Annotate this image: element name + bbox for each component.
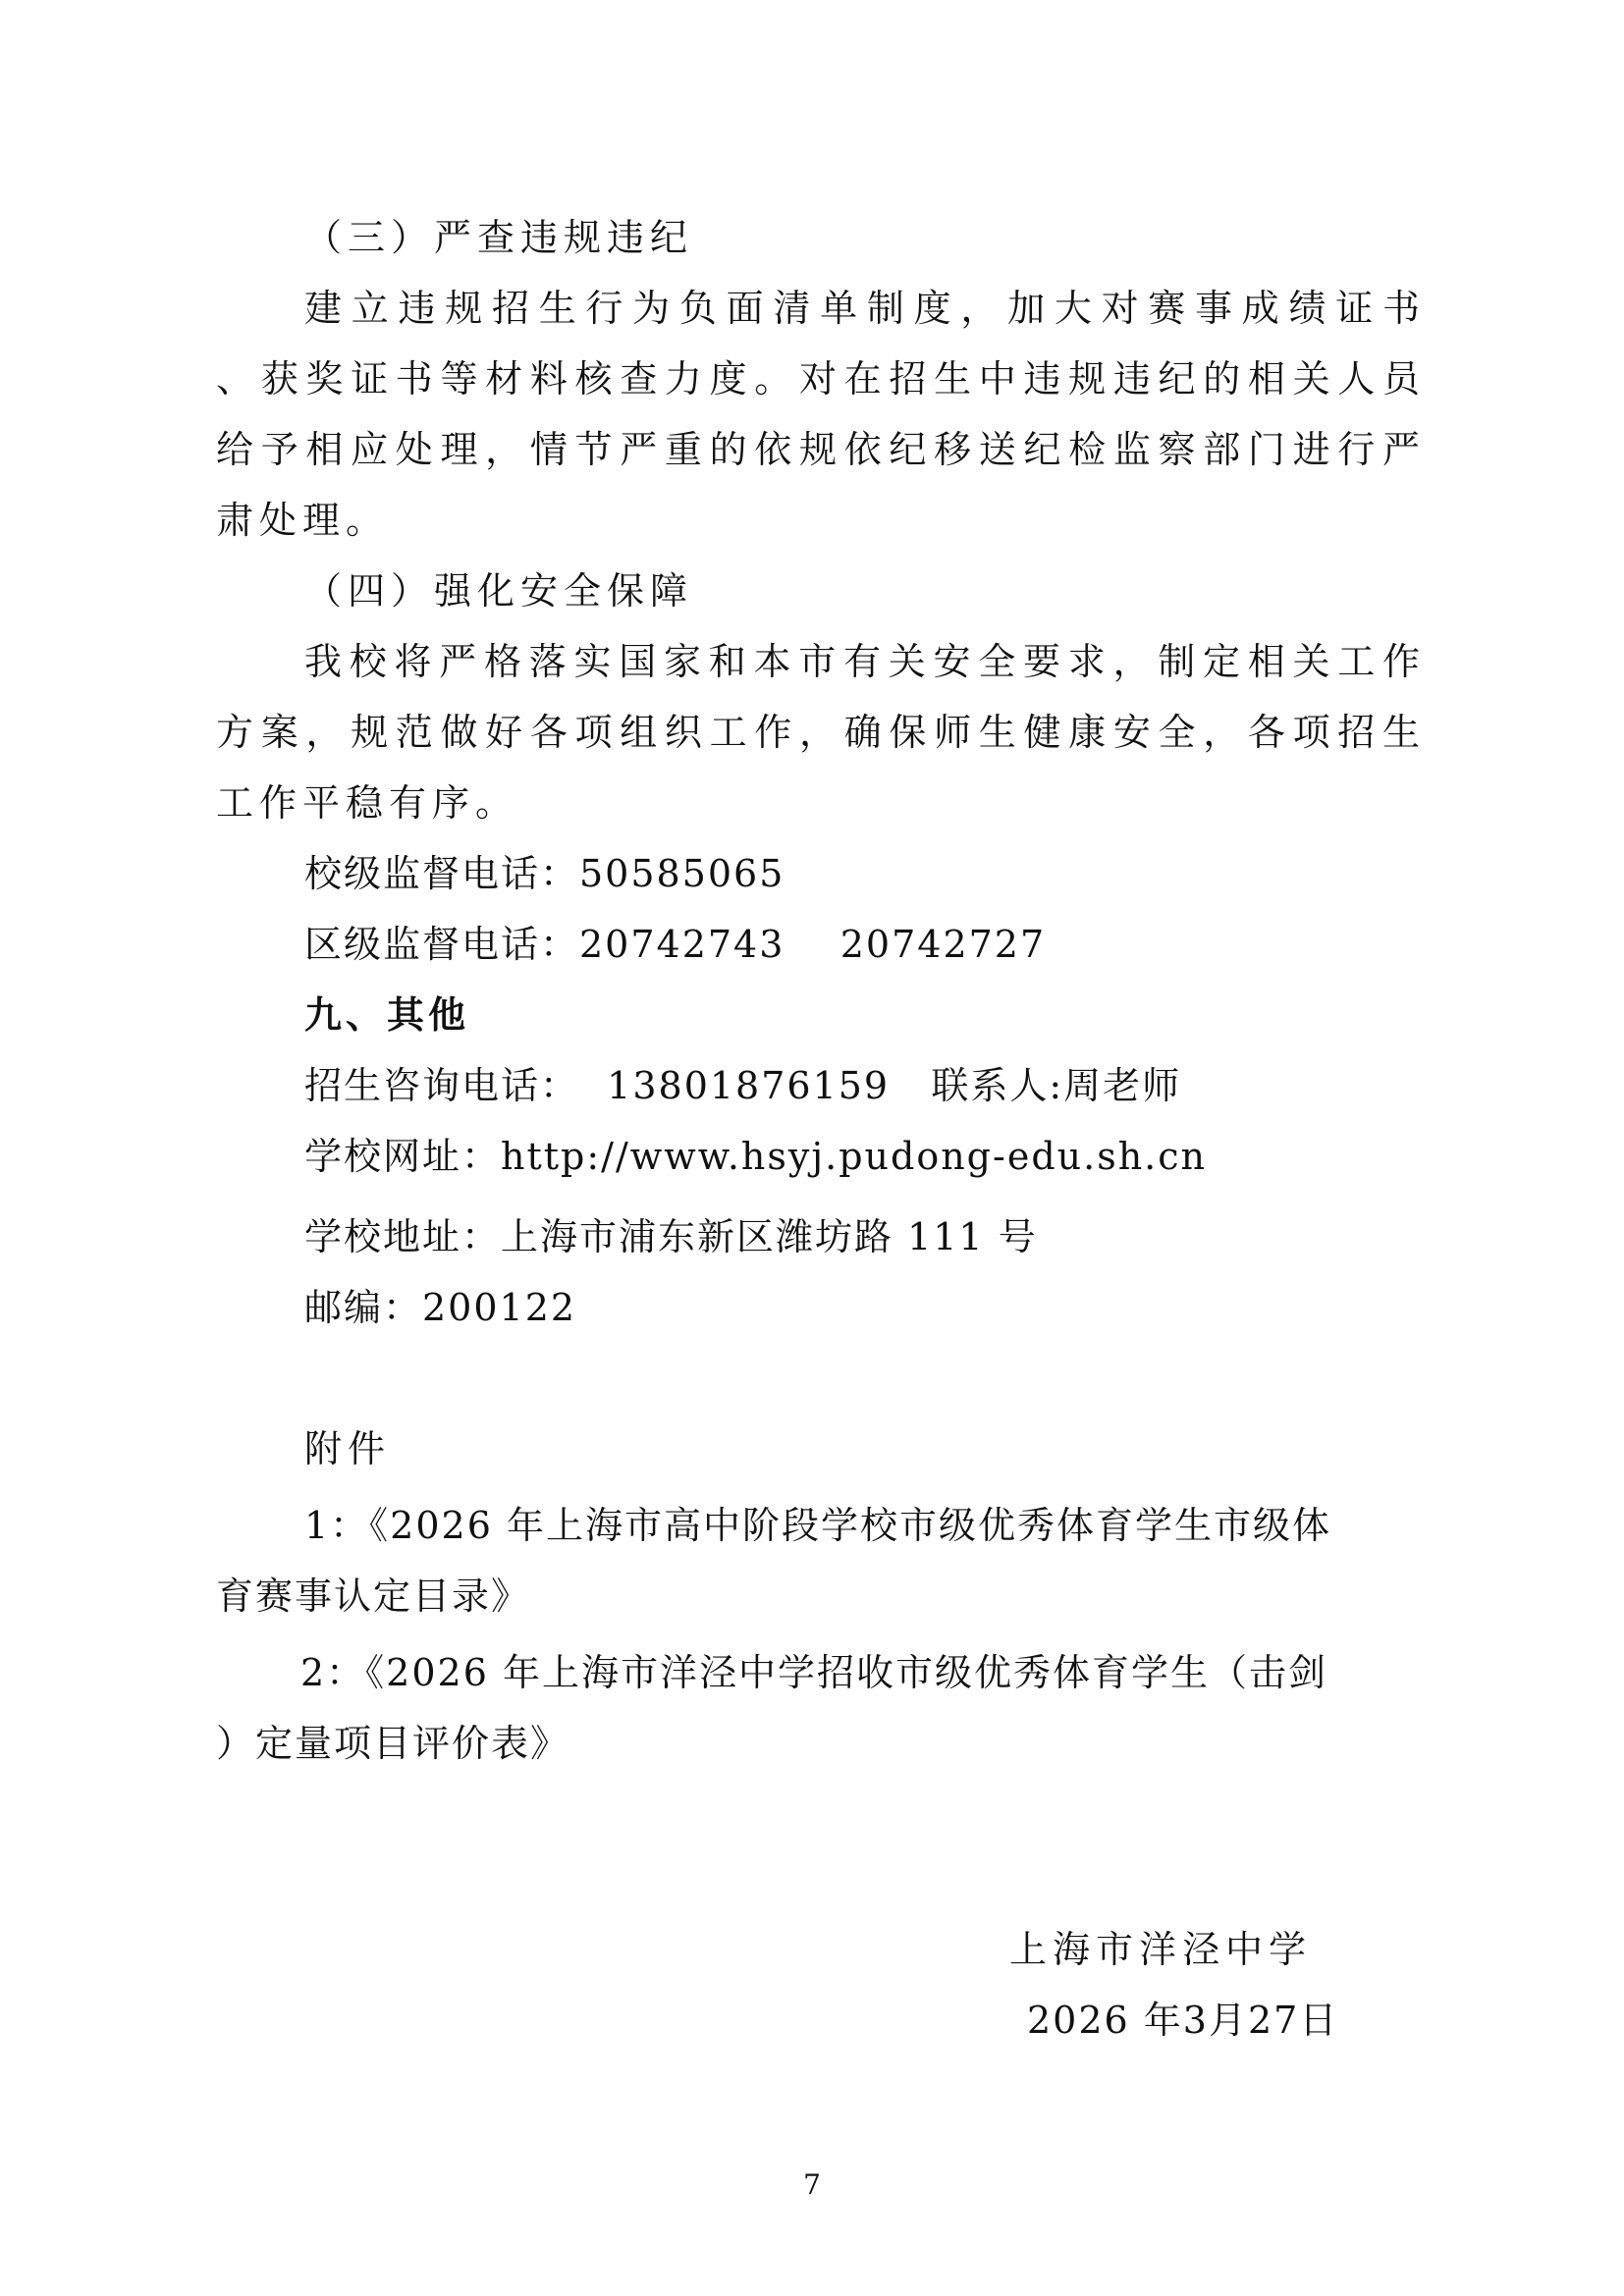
attachment-item-1-continued: 育赛事认定目录》 xyxy=(216,1575,531,1618)
attachments-label: 附件 xyxy=(304,1427,392,1470)
section-heading-9: 九、其他 xyxy=(304,992,470,1037)
postcode: 邮编：200122 xyxy=(304,1286,577,1329)
school-supervision-phone: 校级监督电话：50585065 xyxy=(304,852,785,895)
paragraph-line: 我校将严格落实国家和本市有关安全要求，制定相关工作 xyxy=(304,640,1424,683)
paragraph-line: 给予相应处理，情节严重的依规依纪移送纪检监察部门进行严 xyxy=(216,428,1424,471)
district-supervision-phone: 区级监督电话：20742743 20742727 xyxy=(304,923,1047,966)
paragraph-line: 方案，规范做好各项组织工作，确保师生健康安全，各项招生 xyxy=(216,711,1424,754)
signature-date: 2026 年3月27日 xyxy=(1027,1999,1339,2042)
page-number: 7 xyxy=(803,2168,821,2201)
paragraph-line: 工作平稳有序。 xyxy=(216,781,519,825)
paragraph-line: 肃处理。 xyxy=(216,499,390,542)
paragraph-line: 建立违规招生行为负面清单制度，加大对赛事成绩证书 xyxy=(304,287,1424,330)
signature-school: 上海市洋泾中学 xyxy=(1009,1928,1313,1971)
attachment-item-2: 2：《2026 年上海市洋泾中学招收市级优秀体育学生（击剑 xyxy=(300,1651,1327,1694)
school-website: 学校网址：http://www.hsyj.pudong-edu.sh.cn xyxy=(304,1135,1208,1178)
attachment-item-1: 1：《2026 年上海市高中阶段学校市级优秀体育学生市级体 xyxy=(304,1504,1331,1547)
consult-phone: 招生咨询电话： 13801876159 联系人:周老师 xyxy=(304,1064,1182,1107)
attachment-item-2-continued: ）定量项目评价表》 xyxy=(216,1722,570,1765)
section-heading-4: （四）强化安全保障 xyxy=(304,569,694,613)
school-address: 学校地址：上海市浦东新区潍坊路 111 号 xyxy=(304,1215,1038,1258)
paragraph-line: 、获奖证书等材料核查力度。对在招生中违规违纪的相关人员 xyxy=(216,357,1424,400)
section-heading-3: （三）严查违规违纪 xyxy=(304,216,694,259)
